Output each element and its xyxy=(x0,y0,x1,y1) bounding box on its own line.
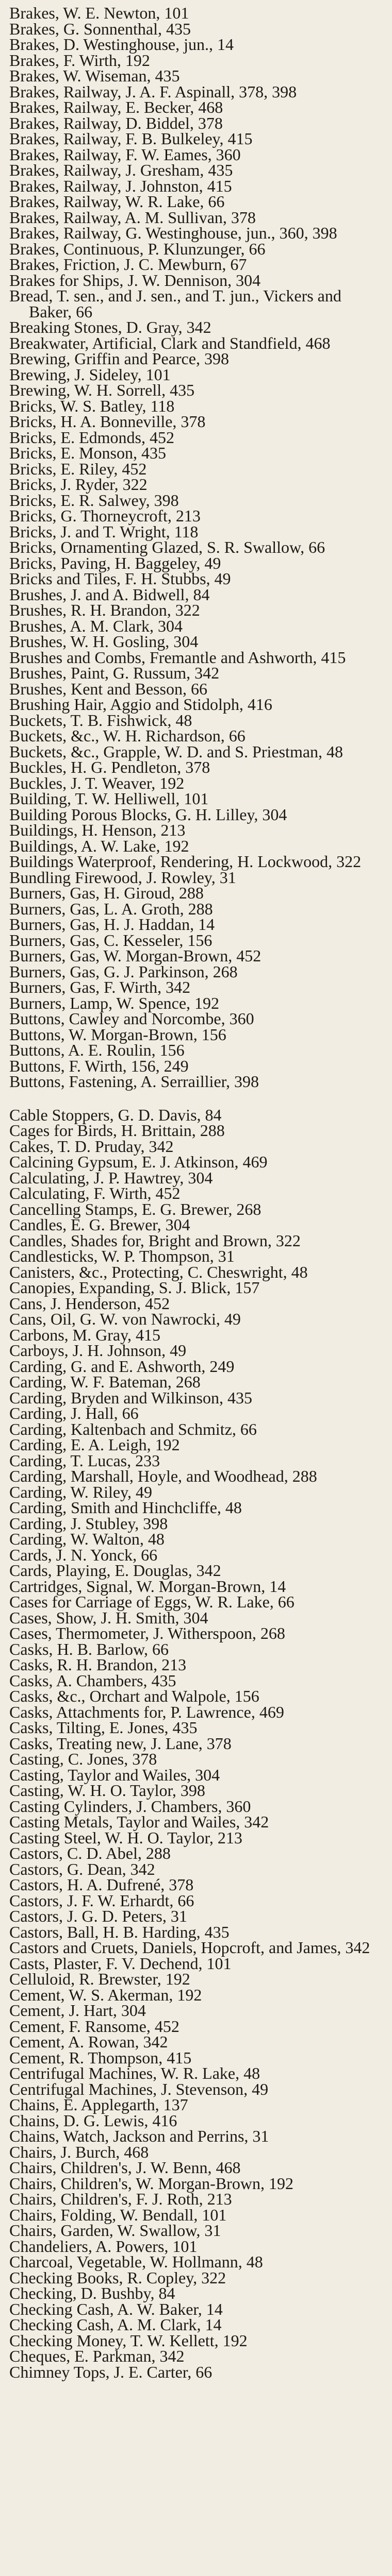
index-entry: Casks, R. H. Brandon, 213 xyxy=(9,1655,187,1674)
index-entry: Casks, Tilting, E. Jones, 435 xyxy=(9,1718,198,1737)
index-entry: Chains, E. Applegarth, 137 xyxy=(9,2095,188,2114)
index-entry: Carding, Smith and Hinchcliffe, 48 xyxy=(9,1498,242,1517)
index-entry: Brakes, Railway, D. Biddel, 378 xyxy=(9,113,223,132)
index-entry: Bricks, E. Riley, 452 xyxy=(9,459,147,478)
index-entry: Carding, Kaltenbach and Schmitz, 66 xyxy=(9,1419,257,1438)
index-entry: Bricks, G. Thorneycroft, 213 xyxy=(9,506,201,525)
index-entry: Buildings, A. W. Lake, 192 xyxy=(9,836,189,855)
index-entry: Cement, F. Ransome, 452 xyxy=(9,2016,179,2036)
index-entry: Casks, A. Chambers, 435 xyxy=(9,1671,176,1690)
index-entry: Brakes, W. E. Newton, 101 xyxy=(9,4,189,22)
index-entry: Castors, J. F. W. Erhardt, 66 xyxy=(9,1891,194,1910)
index-entry: Carding, G. and E. Ashworth, 249 xyxy=(9,1357,235,1376)
index-entry: Checking, D. Bushby, 84 xyxy=(9,2284,175,2302)
index-entry: Candles, E. G. Brewer, 304 xyxy=(9,1215,190,1234)
index-entry: Casting Metals, Taylor and Wailes, 342 xyxy=(9,1812,269,1831)
index-entry: Cement, R. Thompson, 415 xyxy=(9,2048,192,2067)
index-entry: Building, T. W. Helliwell, 101 xyxy=(9,789,209,808)
index-entry: Burners, Gas, L. A. Groth, 288 xyxy=(9,899,213,918)
index-entry: Bricks, J. Ryder, 322 xyxy=(9,475,148,494)
index-entry: Buckets, T. B. Fishwick, 48 xyxy=(9,710,192,730)
index-entry: Buttons, Cawley and Norcombe, 360 xyxy=(9,1009,254,1028)
index-entry: Building Porous Blocks, G. H. Lilley, 304 xyxy=(9,805,287,824)
index-entry: Brakes, W. Wiseman, 435 xyxy=(9,66,180,85)
index-entry: Brushes, Paint, G. Russum, 342 xyxy=(9,664,220,682)
index-entry: Chairs, Children's, W. Morgan-Brown, 192 xyxy=(9,2174,293,2193)
index-entry: Brakes, Railway, A. M. Sullivan, 378 xyxy=(9,208,256,227)
index-entry: Casks, Attachments for, P. Lawrence, 469 xyxy=(9,1702,284,1721)
index-entry: Brakes, Railway, G. Westinghouse, jun., 360, 398 xyxy=(9,224,337,242)
index-entry: Brewing, Griffin and Pearce, 398 xyxy=(9,349,229,368)
index-section-c xyxy=(9,1107,371,2380)
index-entry: Brakes, Friction, J. C. Mewburn, 67 xyxy=(9,255,247,274)
index-entry: Buttons, F. Wirth, 156, 249 xyxy=(9,1056,189,1075)
index-entry: Bricks, H. A. Bonneville, 378 xyxy=(9,412,206,431)
index-entry: Buckets, &c., W. H. Richardson, 66 xyxy=(9,726,246,745)
index-entry: Brewing, W. H. Sorrell, 435 xyxy=(9,381,195,399)
index-entry: Casting, W. H. O. Taylor, 398 xyxy=(9,1781,205,1800)
index-entry: Carding, T. Lucas, 233 xyxy=(9,1451,160,1470)
index-entry: Calculating, F. Wirth, 452 xyxy=(9,1184,181,1202)
index-entry: Checking Books, R. Copley, 322 xyxy=(9,2268,226,2287)
index-entry: Bricks, J. and T. Wright, 118 xyxy=(9,522,199,541)
index-entry: Burners, Gas, H. J. Haddan, 14 xyxy=(9,915,215,934)
index-entry: Casting Steel, W. H. O. Taylor, 213 xyxy=(9,1828,242,1847)
index-entry: Carding, Marshall, Hoyle, and Woodhead, 288 xyxy=(9,1467,317,1485)
index-entry: Carding, W. Walton, 48 xyxy=(9,1530,165,1548)
index-entry: Brewing, J. Sideley, 101 xyxy=(9,365,171,384)
index-entry: Chairs, Children's, J. W. Benn, 468 xyxy=(9,2158,241,2177)
index-entry: Cancelling Stamps, E. G. Brewer, 268 xyxy=(9,1199,262,1218)
index-entry: Castors, Ball, H. B. Harding, 435 xyxy=(9,1922,230,1941)
index-entry: Buttons, W. Morgan-Brown, 156 xyxy=(9,1025,226,1044)
index-entry: Cement, A. Rowan, 342 xyxy=(9,2032,168,2051)
index-entry: Buttons, A. E. Roulin, 156 xyxy=(9,1041,185,1059)
index-entry: Carding, J. Hall, 66 xyxy=(9,1404,139,1422)
index-entry: Chairs, Folding, W. Bendall, 101 xyxy=(9,2205,227,2224)
index-entry: Celluloid, R. Brewster, 192 xyxy=(9,1970,190,1988)
index-entry: Castors, H. A. Dufrené, 378 xyxy=(9,1875,194,1894)
index-entry: Candles, Shades for, Bright and Brown, 322 xyxy=(9,1231,301,1250)
index-entry: Brakes, Railway, E. Becker, 468 xyxy=(9,98,223,116)
index-entry: Brushes, W. H. Gosling, 304 xyxy=(9,632,199,651)
index-entry: Cases, Thermometer, J. Witherspoon, 268 xyxy=(9,1624,285,1642)
index-entry: Brakes, F. Wirth, 192 xyxy=(9,50,150,70)
index-entry: Brakes, G. Sonnenthal, 435 xyxy=(9,19,191,38)
index-entry: Cages for Birds, H. Brittain, 288 xyxy=(9,1121,225,1140)
index-entry: Bricks, Paving, H. Baggeley, 49 xyxy=(9,553,221,572)
index-entry: Centrifugal Machines, J. Stevenson, 49 xyxy=(9,2079,269,2098)
index-entry: Canisters, &c., Protecting, C. Cheswright, 48 xyxy=(9,1262,308,1281)
index-entry: Candlesticks, W. P. Thompson, 31 xyxy=(9,1247,235,1265)
index-section-b xyxy=(9,5,371,1090)
index-entry: Cable Stoppers, G. D. Davis, 84 xyxy=(9,1105,222,1124)
index-entry: Cartridges, Signal, W. Morgan-Brown, 14 xyxy=(9,1577,286,1596)
index-entry: Brakes, Continuous, P. Klunzunger, 66 xyxy=(9,239,266,258)
index-entry: Castors, J. G. D. Peters, 31 xyxy=(9,1907,187,1925)
index-entry: Casts, Plaster, F. V. Dechend, 101 xyxy=(9,1954,232,1973)
index-entry: Burners, Gas, C. Kesseler, 156 xyxy=(9,930,213,950)
index-entry: Brushes, A. M. Clark, 304 xyxy=(9,616,183,635)
index-entry: Carding, J. Stubley, 398 xyxy=(9,1514,168,1533)
index-entry: Brushes, J. and A. Bidwell, 84 xyxy=(9,585,210,604)
index-entry: Brushes, Kent and Besson, 66 xyxy=(9,679,207,698)
index-entry: Cans, Oil, G. W. von Nawrocki, 49 xyxy=(9,1310,241,1328)
index-entry: Casting Cylinders, J. Chambers, 360 xyxy=(9,1797,251,1816)
index-entry: Castors, C. D. Abel, 288 xyxy=(9,1844,171,1862)
index-entry: Centrifugal Machines, W. R. Lake, 48 xyxy=(9,2064,260,2082)
index-entry: Chairs, Garden, W. Swallow, 31 xyxy=(9,2221,221,2240)
index-entry: Brakes, Railway, W. R. Lake, 66 xyxy=(9,192,225,211)
index-entry: Brushes and Combs, Fremantle and Ashworth, 415 xyxy=(9,648,346,667)
index-entry: Bread, T. sen., and J. sen., and T. jun., Vickers and Baker, 66 xyxy=(9,286,341,321)
index-entry: Carboys, J. H. Johnson, 49 xyxy=(9,1341,187,1360)
index-entry: Casting, Taylor and Wailes, 304 xyxy=(9,1765,220,1784)
index-entry: Bricks, W. S. Batley, 118 xyxy=(9,396,175,415)
index-entry: Cans, J. Henderson, 452 xyxy=(9,1294,170,1313)
index-entry: Burners, Gas, F. Wirth, 342 xyxy=(9,978,191,996)
index-entry: Burners, Gas, H. Giroud, 288 xyxy=(9,884,204,902)
section-gap xyxy=(9,1090,371,1107)
index-entry: Cheques, E. Parkman, 342 xyxy=(9,2347,185,2365)
index-entry: Chimney Tops, J. E. Carter, 66 xyxy=(9,2362,213,2381)
index-entry: Chairs, J. Burch, 468 xyxy=(9,2142,149,2161)
index-entry: Carbons, M. Gray, 415 xyxy=(9,1325,160,1344)
index-entry: Buckets, &c., Grapple, W. D. and S. Priestman, 48 xyxy=(9,742,344,761)
index-entry: Charcoal, Vegetable, W. Hollmann, 48 xyxy=(9,2252,263,2271)
index-entry: Casting, C. Jones, 378 xyxy=(9,1750,157,1768)
index-entry: Carding, W. F. Bateman, 268 xyxy=(9,1372,201,1391)
index-entry: Cakes, T. D. Pruday, 342 xyxy=(9,1137,174,1156)
index-entry: Brushes, R. H. Brandon, 322 xyxy=(9,601,200,619)
index-entry: Bricks, E. Edmonds, 452 xyxy=(9,428,174,447)
index-entry: Casks, Treating new, J. Lane, 378 xyxy=(9,1734,232,1753)
index-entry: Buckles, H. G. Pendleton, 378 xyxy=(9,758,210,776)
index-entry: Cases for Carriage of Eggs, W. R. Lake, 66 xyxy=(9,1592,295,1611)
index-entry: Chains, Watch, Jackson and Perrins, 31 xyxy=(9,2127,269,2145)
index-entry: Bricks, Ornamenting Glazed, S. R. Swallow, 66 xyxy=(9,538,325,556)
index-entry: Calculating, J. P. Hawtrey, 304 xyxy=(9,1168,213,1187)
index-entry: Buildings, H. Henson, 213 xyxy=(9,821,186,839)
index-entry: Buttons, Fastening, A. Serraillier, 398 xyxy=(9,1072,259,1091)
index-entry: Checking Cash, A. M. Clark, 14 xyxy=(9,2315,222,2334)
index-entry: Burners, Gas, G. J. Parkinson, 268 xyxy=(9,962,238,981)
index-entry: Casks, &c., Orchart and Walpole, 156 xyxy=(9,1687,259,1705)
index-entry: Chains, D. G. Lewis, 416 xyxy=(9,2111,177,2130)
index-entry: Buildings Waterproof, Rendering, H. Lockwood, 322 xyxy=(9,852,362,871)
index-entry: Carding, Bryden and Wilkinson, 435 xyxy=(9,1388,252,1407)
index-entry: Buckles, J. T. Weaver, 192 xyxy=(9,773,185,792)
index-entry: Cards, J. N. Yonck, 66 xyxy=(9,1545,158,1564)
index-entry: Brakes, Railway, J. A. F. Aspinall, 378, 398 xyxy=(9,82,297,101)
index-entry: Cement, J. Hart, 304 xyxy=(9,2001,146,2020)
index-entry: Cement, W. S. Akerman, 192 xyxy=(9,1985,202,2004)
index-entry: Carding, W. Riley, 49 xyxy=(9,1482,153,1501)
index-entry: Checking Money, T. W. Kellett, 192 xyxy=(9,2331,248,2350)
index-entry: Carding, E. A. Leigh, 192 xyxy=(9,1435,180,1454)
index-entry: Breaking Stones, D. Gray, 342 xyxy=(9,318,211,336)
index-entry: Castors, G. Dean, 342 xyxy=(9,1859,155,1878)
index-entry: Chandeliers, A. Powers, 101 xyxy=(9,2236,198,2256)
index-entry: Bundling Firewood, J. Rowley, 31 xyxy=(9,868,236,887)
index-entry: Bricks, E. R. Salwey, 398 xyxy=(9,490,179,510)
index-entry: Brakes, Railway, F. B. Bulkeley, 415 xyxy=(9,129,253,148)
index-entry: Checking Cash, A. W. Baker, 14 xyxy=(9,2299,223,2318)
index-entry: Casks, H. B. Barlow, 66 xyxy=(9,1639,169,1658)
index-entry: Burners, Lamp, W. Spence, 192 xyxy=(9,993,220,1012)
index-entry: Brakes, Railway, J. Gresham, 435 xyxy=(9,161,233,179)
index-entry: Castors and Cruets, Daniels, Hopcroft, and James, 342 xyxy=(9,1938,370,1957)
index-entry: Brakes, D. Westinghouse, jun., 14 xyxy=(9,35,234,54)
index-entry: Breakwater, Artificial, Clark and Standfield, 468 xyxy=(9,333,331,352)
index-entry: Brushing Hair, Aggio and Stidolph, 416 xyxy=(9,695,272,714)
index-entry: Canopies, Expanding, S. J. Blick, 157 xyxy=(9,1278,260,1297)
index-entry: Brakes for Ships, J. W. Dennison, 304 xyxy=(9,270,261,290)
index-entry: Brakes, Railway, J. Johnston, 415 xyxy=(9,176,232,195)
index-entry: Bricks and Tiles, F. H. Stubbs, 49 xyxy=(9,569,231,588)
index-entry: Cards, Playing, E. Douglas, 342 xyxy=(9,1561,221,1580)
index-entry: Brakes, Railway, F. W. Eames, 360 xyxy=(9,145,241,164)
index-entry: Burners, Gas, W. Morgan-Brown, 452 xyxy=(9,946,262,965)
index-entry: Cases, Show, J. H. Smith, 304 xyxy=(9,1608,208,1627)
index-entry: Chairs, Children's, F. J. Roth, 213 xyxy=(9,2190,232,2208)
index-entry: Calcining Gypsum, E. J. Atkinson, 469 xyxy=(9,1153,268,1171)
index-entry: Bricks, E. Monson, 435 xyxy=(9,444,166,462)
